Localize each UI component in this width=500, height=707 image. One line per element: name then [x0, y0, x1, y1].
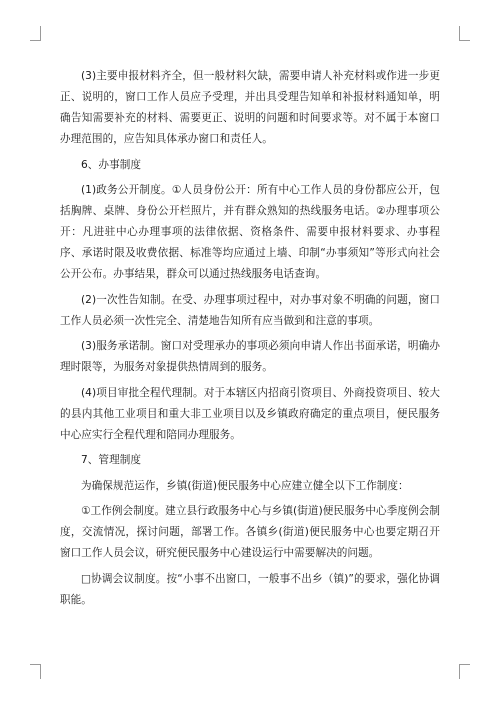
crop-mark-top-left [30, 26, 41, 41]
paragraph-service-commitment: (3)服务承诺制。窗口对受理承办的事项必须向申请人作出书面承诺，明确办理时限等，为服务对象提供热情周到的服务。 [60, 340, 440, 373]
paragraph-government-transparency: (1)政务公开制度。①人员身份公开：所有中心工作人员的身份都应公开，包括胸牌、桌牌、身份公开栏照片，并有群众熟知的热线服务电话。②办理事项公开：凡进驻中心办理事项的法律依据、资格条件、需要申报材料要求、办事程序、承诺时限及收费依据、标准等均应通过上墙、印制“办事须知”等形式向社会公开公布。办事结果，群众可以通过热线服务电话查询。 [60, 184, 440, 280]
crop-mark-top-right [459, 26, 470, 41]
section-heading-office-system: 6、办事制度 [81, 158, 142, 171]
section-heading-management-system: 7、管理制度 [81, 454, 142, 466]
crop-mark-bottom-left [30, 664, 41, 679]
paragraph-management-intro: 为确保规范运作，乡镇(街道)便民服务中心应建立健全以下工作制度： [81, 479, 409, 492]
paragraph-submission-materials: (3)主要申报材料齐全，但一般材料欠缺，需要申请人补充材料或作进一步更正、说明的，窗口工作人员应予受理，并出具受理告知单和补报材料通知单，明确告知需要补充的材料、需要更正、说明的问题和时间要求等。对不属于本窗口办理范围的，应告知具体承办窗口和责任人。 [60, 70, 440, 145]
paragraph-project-approval-agency: (4)项目审批全程代理制。对于本辖区内招商引资项目、外商投资项目、较大的县内其他工业项目和重大非工业项目以及乡镇政府确定的重点项目，便民服务中心应实行全程代理和陪同办理服务。 [60, 386, 440, 441]
paragraph-coordination-meeting: □协调会议制度。按“小事不出窗口，一般事不出乡（镇)”的要求，强化协调职能。 [60, 572, 440, 606]
document-body [60, 66, 440, 615]
paragraph-work-meeting: ①工作例会制度。建立县行政服务中心与乡镇(街道)便民服务中心季度例会制度，交流情况，探讨问题，部署工作。各镇乡(街道)便民服务中心也要定期召开窗口工作人员会议，研究便民服务中心建设运行中需要解决的问题。 [60, 505, 440, 559]
paragraph-one-time-notification: (2)一次性告知制。在受、办理事项过程中，对办事对象不明确的问题，窗口工作人员必须一次性完全、清楚地告知所有应当做到和注意的事项。 [60, 293, 440, 327]
crop-mark-bottom-right [459, 664, 470, 679]
